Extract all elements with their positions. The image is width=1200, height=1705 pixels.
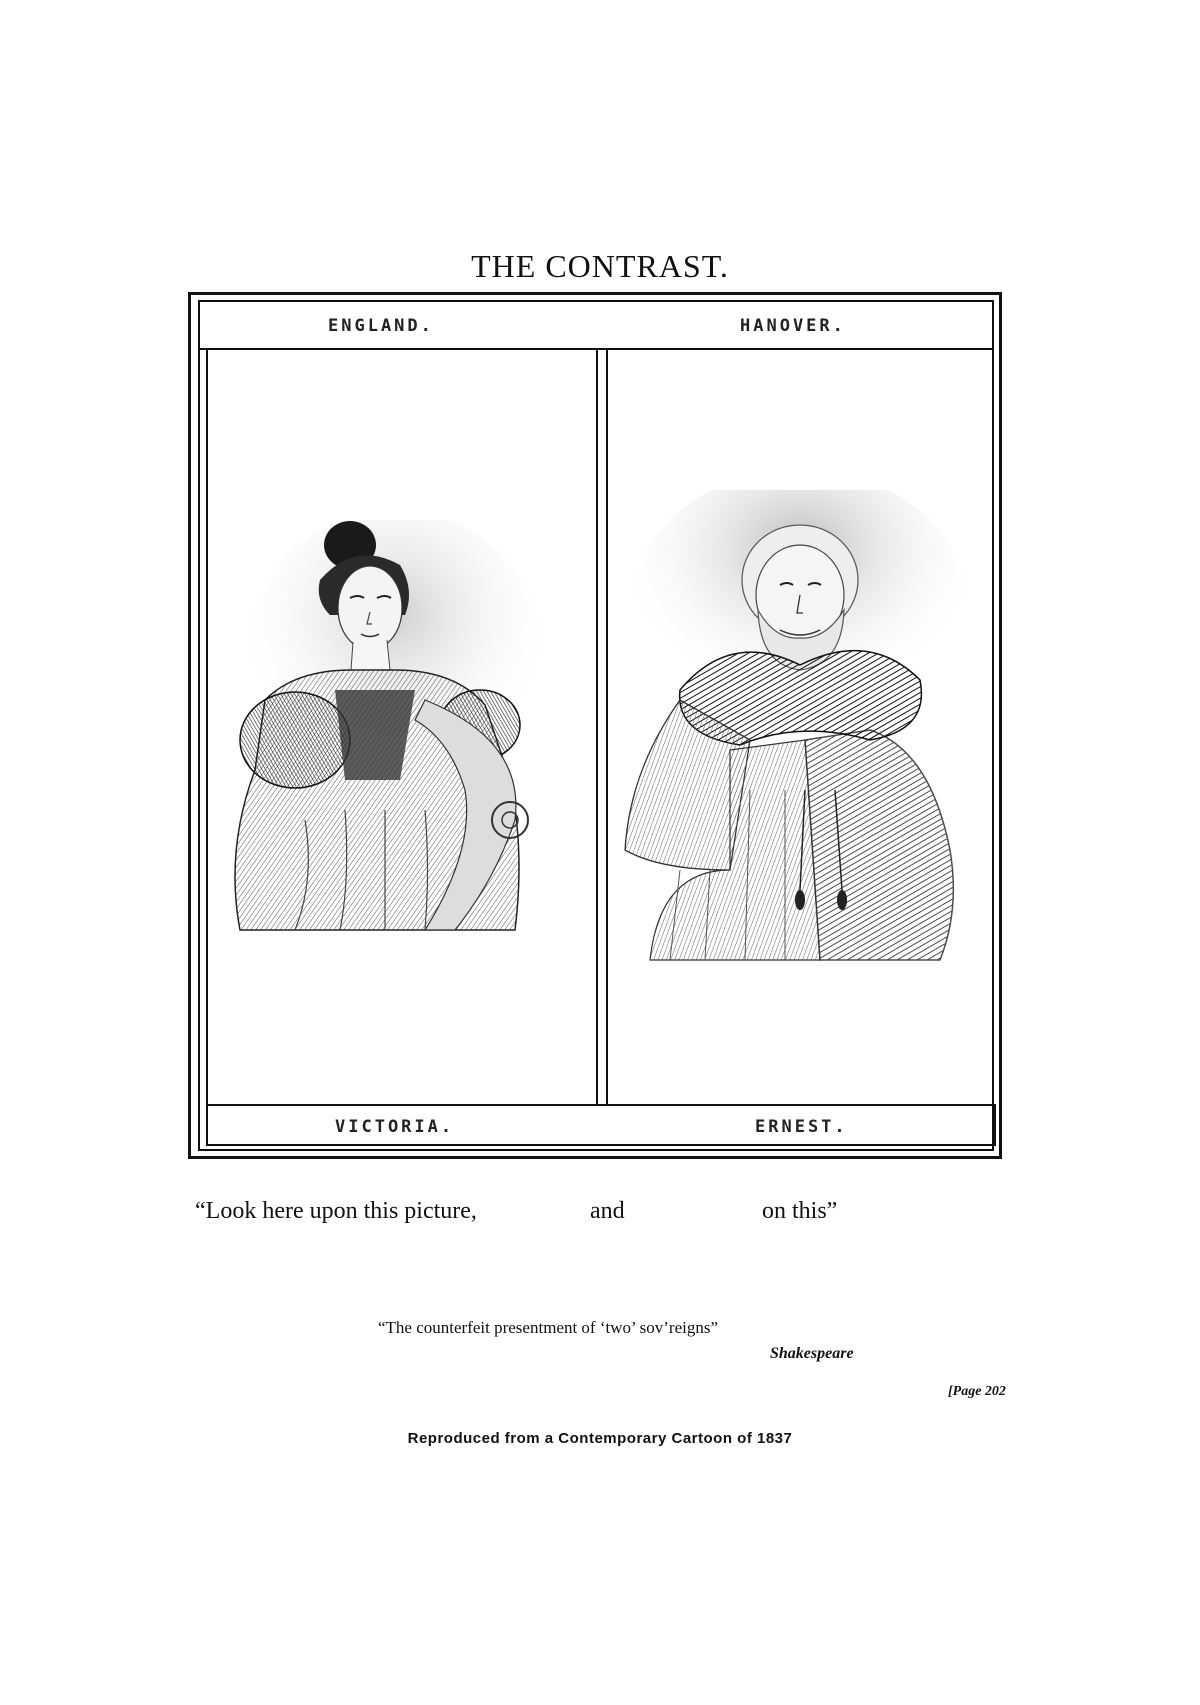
quote-part-1: “Look here upon this picture,	[195, 1198, 477, 1224]
quote-part-2: and	[590, 1198, 625, 1224]
page-title: THE CONTRAST.	[471, 248, 729, 284]
footer-victoria: VICTORIA.	[335, 1117, 455, 1137]
page-reference: [Page 202	[948, 1384, 1006, 1399]
cartoon-footer-row	[206, 1104, 996, 1146]
header-england: ENGLAND.	[328, 316, 434, 336]
panel-left-edge	[206, 348, 208, 1106]
footer-ernest: ERNEST.	[755, 1117, 848, 1137]
second-quote: “The counterfeit presentment of ‘two’ sov’reigns”	[378, 1318, 719, 1337]
panel-divider	[596, 348, 608, 1106]
quote-part-3: on this”	[762, 1198, 838, 1224]
header-hanover: HANOVER.	[740, 316, 846, 336]
cartoon-header-row	[198, 300, 994, 350]
victoria-portrait	[225, 520, 575, 950]
credit-line: Reproduced from a Contemporary Cartoon of 1837	[407, 1430, 793, 1447]
attribution: Shakespeare	[770, 1345, 854, 1362]
ernest-portrait	[620, 490, 975, 970]
